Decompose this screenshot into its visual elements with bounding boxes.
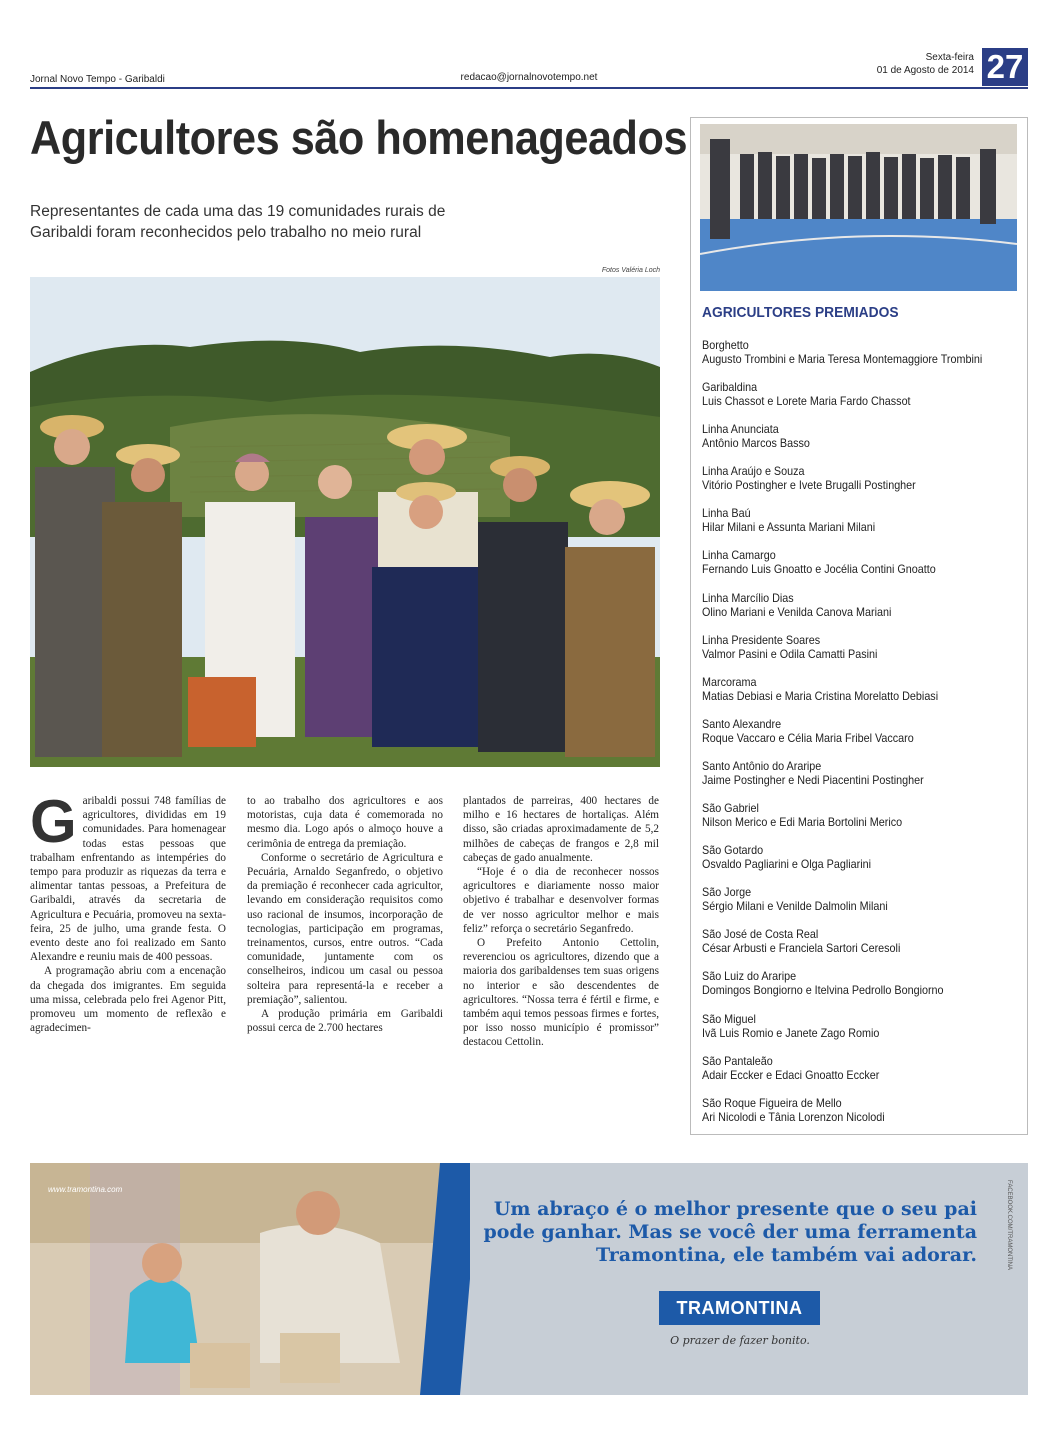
award-names: Olino Mariani e Venilda Canova Mariani: [702, 605, 892, 619]
newsroom-email[interactable]: redacao@jornalnovotempo.net: [460, 72, 598, 83]
award-community: São Luiz do Araripe: [702, 970, 797, 984]
award-names: Valmor Pasini e Odila Camatti Pasini: [702, 647, 878, 661]
paragraph-text: aribaldi possui 748 famílias de agricultores, divididas em 19 comunidades. Para homenagear todas estas pessoas que trabalham enfrentando as intempéries do tempo para produzir as riquezas da terra e alimentar tantas pessoas, a Prefeitura de Garibaldi, através da secretaria de Agricultura e Pecuária, promoveu na sexta-feira, 25 de julho, uma grande festa. O evento deste ano foi realizado em Santo Alexandre e reuniu mais de 400 pessoas.: [30, 795, 226, 964]
award-community: Santo Alexandre: [702, 717, 782, 731]
award-community: Santo Antônio do Araripe: [702, 759, 822, 773]
award-item: [702, 507, 1022, 549]
photo-credit: Fotos Valéria Loch: [601, 267, 660, 274]
header-rule: [30, 87, 1028, 89]
article-paragraph: A programação abriu com a encenação da chegada dos imigrantes. Em seguida uma missa, celebrada pelo frei Agenor Pitt, promoveu um momento de reflexão e agradecimen-: [30, 965, 226, 1035]
award-community: São Jorge: [702, 886, 752, 900]
award-item: [702, 339, 1022, 381]
ad-headline: [480, 1198, 977, 1267]
date: 01 de Agosto de 2014: [876, 65, 974, 76]
ad-tagline: O prazer de fazer bonito.: [670, 1334, 810, 1347]
ad-line: Tramontina, ele também vai adorar.: [596, 1244, 977, 1266]
award-item: [702, 465, 1022, 507]
award-community: Linha Anunciata: [702, 423, 779, 437]
award-community: São José de Costa Real: [702, 928, 819, 942]
award-item: [702, 1013, 1022, 1055]
award-community: São Roque Figueira de Mello: [702, 1096, 842, 1110]
award-item: [702, 844, 1022, 886]
award-names: Fernando Luis Gnoatto e Jocélia Contini Gnoatto: [702, 563, 936, 577]
award-community: São Miguel: [702, 1012, 756, 1026]
award-names: Nilson Merico e Edi Maria Bortolini Merico: [702, 816, 903, 830]
newspaper-name: Jornal Novo Tempo - Garibaldi: [30, 74, 165, 85]
article-paragraph: [30, 788, 226, 964]
award-item: [702, 676, 1022, 718]
award-community: São Gotardo: [702, 844, 764, 858]
ad-line: pode ganhar. Mas se você der uma ferramenta: [483, 1221, 977, 1243]
ad-line: Um abraço é o melhor presente que o seu pai: [493, 1198, 977, 1220]
article-paragraph: A produção primária em Garibaldi possui cerca de 2.700 hectares: [247, 1008, 443, 1035]
award-community: São Pantaleão: [702, 1054, 773, 1068]
article-column-1: [30, 788, 226, 1035]
award-names: Jaime Postingher e Nedi Piacentini Postingher: [702, 773, 924, 787]
award-item: [702, 549, 1022, 591]
article-paragraph: to ao trabalho dos agricultores e aos motoristas, cuja data é comemorada no mesmo dia. Logo após o almoço houve a cerimônia de entrega da premiação.: [247, 795, 443, 850]
award-names: Vitório Postingher e Ivete Brugalli Postingher: [702, 479, 916, 493]
article-paragraph: Conforme o secretário de Agricultura e Pecuária, Arnaldo Seganfredo, o objetivo da premiação é reconhecer cada agricultor, levando em consideração requisitos como uso racional de insumos, incorporação de tecnologias, participação em programas, treinamentos, cursos, entre outros. “Cada comunidade, juntamente com os conselheiros, indicou um casal ou pessoa solteira para representá-la e receber a premiação”, salientou.: [247, 851, 443, 1006]
article-headline: Agricultores são homenageados: [30, 111, 688, 164]
award-item: [702, 928, 1022, 970]
award-community: Linha Baú: [702, 507, 751, 521]
award-item: [702, 760, 1022, 802]
award-item: [702, 1055, 1022, 1097]
award-community: Garibaldina: [702, 381, 758, 395]
award-item: [702, 886, 1022, 928]
award-names: Domingos Bongiorno e Itelvina Pedrollo Bongiorno: [702, 984, 944, 998]
main-photo-farmers: [30, 277, 660, 767]
award-names: César Arbusti e Franciela Sartori Ceresoli: [702, 942, 901, 956]
award-names: Luis Chassot e Lorete Maria Fardo Chassot: [702, 395, 911, 409]
award-item: [702, 970, 1022, 1012]
article-paragraph: O Prefeito Antonio Cettolin, reverenciou os agricultores, dizendo que a maioria dos garibaldenses tem suas origens no interior e são descendentes de agricultores. “Nossa terra é fértil e firme, e também aqui temos pessoas firmes e fortes, por isso nosso município é promissor” destacou Cettolin.: [463, 937, 659, 1049]
drop-cap: G: [30, 788, 77, 855]
award-item: [702, 802, 1022, 844]
ad-social-link[interactable]: FACEBOOK.COM/TRAMONTINA: [1006, 1180, 1012, 1271]
award-community: Borghetto: [702, 339, 749, 352]
group-photo: [700, 124, 1017, 291]
award-community: Linha Camargo: [702, 549, 776, 563]
award-names: Matias Debiasi e Maria Cristina Morelatto Debiasi: [702, 689, 939, 703]
award-names: Osvaldo Pagliarini e Olga Pagliarini: [702, 858, 872, 872]
award-community: São Gabriel: [702, 802, 759, 816]
award-item: [702, 1097, 1022, 1139]
award-names: Ivã Luis Romio e Janete Zago Romio: [702, 1026, 880, 1040]
award-community: Marcorama: [702, 675, 757, 689]
award-community: Linha Presidente Soares: [702, 633, 821, 647]
tramontina-logo[interactable]: TRAMONTINA: [659, 1291, 820, 1325]
article-subhead: Representantes de cada uma das 19 comunidades rurais de Garibaldi foram reconhecidos pelo trabalho no meio rural: [30, 203, 446, 241]
award-names: Adair Eccker e Edaci Gnoatto Eccker: [702, 1068, 880, 1082]
award-names: Roque Vaccaro e Célia Maria Fribel Vaccaro: [702, 731, 914, 745]
awards-list: [702, 339, 1022, 1139]
award-item: [702, 718, 1022, 760]
award-item: [702, 592, 1022, 634]
award-names: Sérgio Milani e Venilde Dalmolin Milani: [702, 900, 888, 914]
article-paragraph: plantados de parreiras, 400 hectares de milho e 16 hectares de hortaliças. Além disso, são criadas aproximadamente de 5,2 milhões de cabeças de frangos e 2,8 mil cabeças de gado anualmente.: [463, 795, 659, 864]
article-paragraph: “Hoje é o dia de reconhecer nossos agricultores e diariamente nosso maior objetivo é trabalhar e desenvolver formas de ver nosso agricultor melhor e mais feliz” reforça o secretário Seganfredo.: [463, 866, 659, 935]
award-item: [702, 634, 1022, 676]
weekday: Sexta-feira: [925, 52, 974, 63]
award-item: [702, 381, 1022, 423]
award-community: Linha Marcílio Dias: [702, 591, 794, 605]
sidebar-title: AGRICULTORES PREMIADOS: [702, 304, 899, 321]
award-names: Hilar Milani e Assunta Mariani Milani: [702, 521, 876, 535]
award-names: Antônio Marcos Basso: [702, 437, 810, 451]
award-item: [702, 423, 1022, 465]
award-names: Augusto Trombini e Maria Teresa Montemaggiore Trombini: [702, 353, 983, 366]
award-community: Linha Araújo e Souza: [702, 465, 805, 479]
ad-website[interactable]: www.tramontina.com: [48, 1185, 123, 1194]
page-number: 27: [982, 48, 1028, 86]
article-column-3: [463, 794, 659, 1050]
article-column-2: [247, 794, 443, 1035]
award-names: Ari Nicolodi e Tânia Lorenzon Nicolodi: [702, 1110, 885, 1124]
issue-date: [877, 51, 974, 77]
